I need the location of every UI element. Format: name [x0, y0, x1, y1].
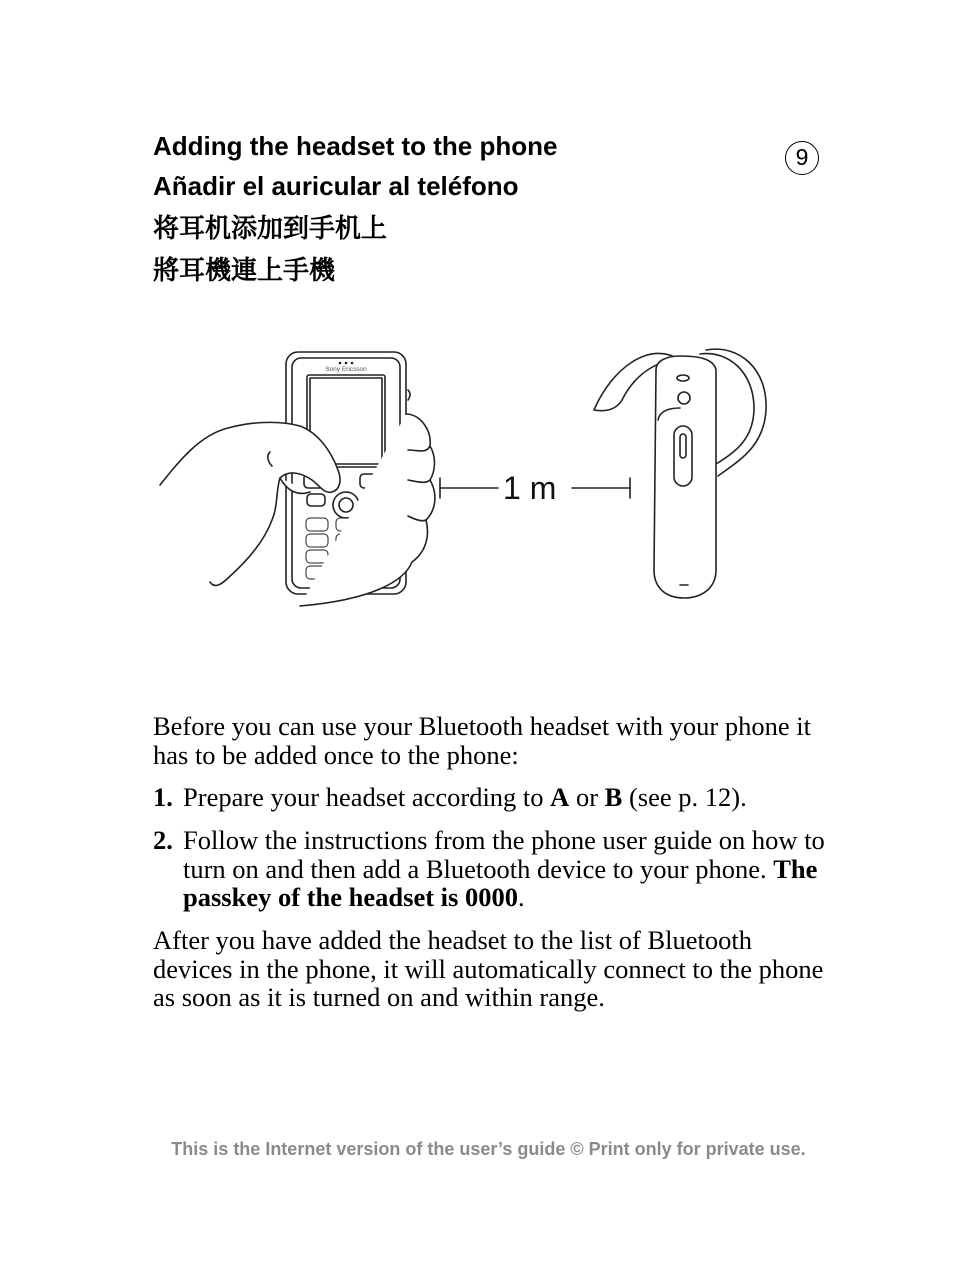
heading-spanish: Añadir el auricular al teléfono [153, 171, 519, 201]
intro-paragraph: Before you can use your Bluetooth headset with your phone it has to be added once to the phone: [153, 711, 811, 770]
option-b-label: B [604, 782, 623, 812]
option-a-label: A [550, 782, 570, 812]
headset-illustration [594, 349, 766, 598]
pairing-illustration [150, 330, 790, 620]
outro-paragraph: After you have added the headset to the list of Bluetooth devices in the phone, it will automatically connect to the phone as soon as it is turned on and within range. [153, 925, 824, 1012]
step-text: Follow the instructions from the phone user guide on how to turn on and then add a Bluetooth device to your phone. The passkey of the headset is 0000. [183, 825, 825, 912]
heading-english: Adding the headset to the phone [153, 131, 558, 161]
list-item-step-2 [153, 826, 833, 916]
phone-brand-text: Sony Ericsson [325, 366, 367, 373]
heading-traditional-chinese: 將耳機連上手機 [153, 255, 336, 285]
step-number: 1. [153, 782, 173, 812]
step-text: Prepare your headset according to A or B (see p. 12). [183, 782, 747, 812]
distance-label: 1 m [503, 470, 557, 506]
page-number-badge: 9 [785, 141, 819, 175]
passkey-notice: The passkey of the headset is 0000 [183, 853, 818, 912]
step-number: 2. [153, 825, 173, 855]
list-item-step-1 [153, 783, 833, 813]
footer-notice: This is the Internet version of the user’s guide © Print only for private use. [171, 1139, 806, 1159]
heading-simplified-chinese: 将耳机添加到手机上 [153, 213, 388, 243]
